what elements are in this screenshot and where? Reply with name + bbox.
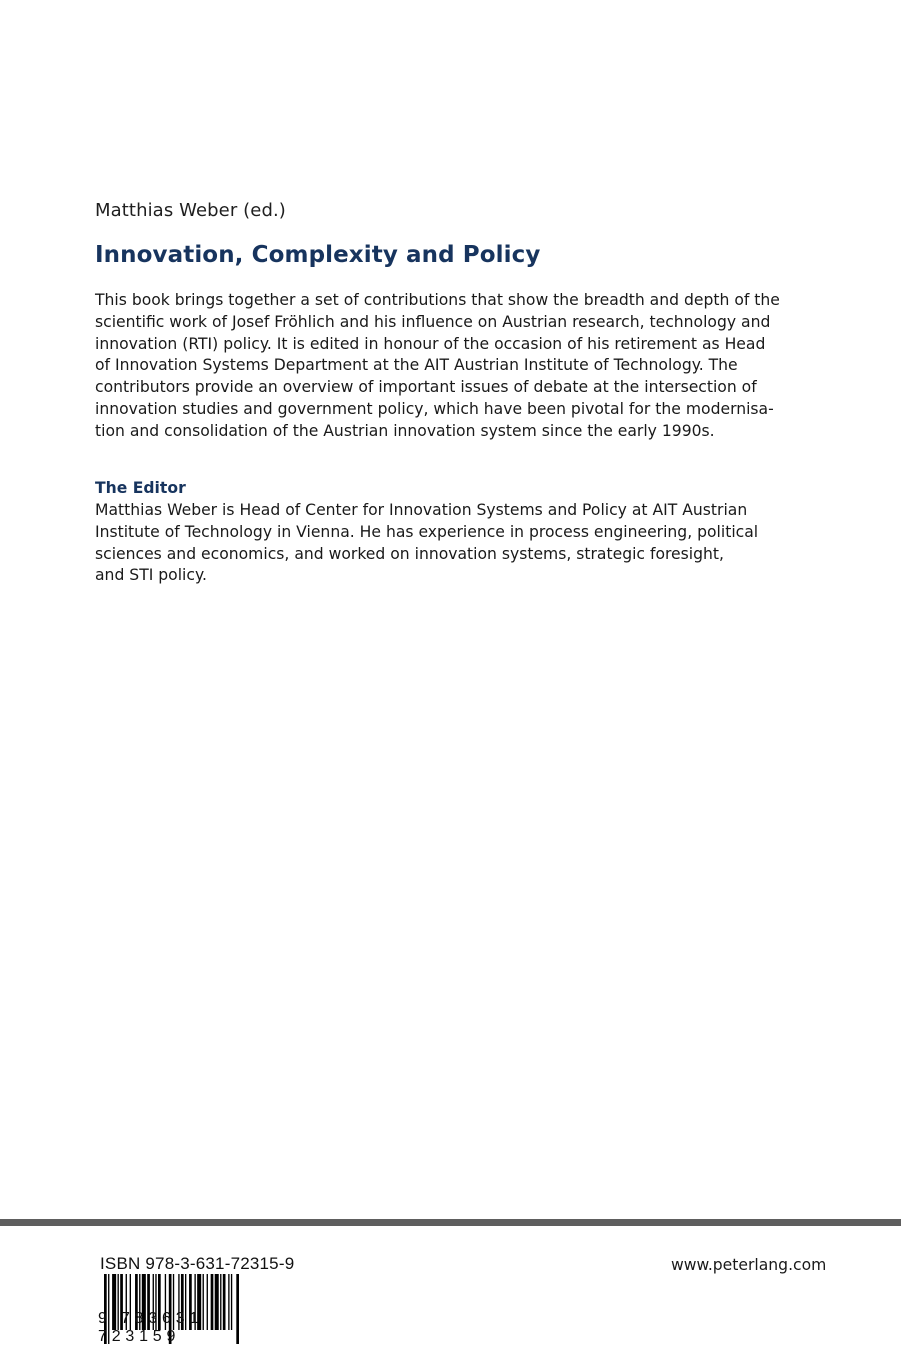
editor-heading: The Editor bbox=[95, 479, 186, 497]
description-line: This book brings together a set of contributions that show the breadth and depth of the bbox=[95, 291, 780, 309]
editor-bio-line: Matthias Weber is Head of Center for Innovation Systems and Policy at AIT Austrian bbox=[95, 501, 748, 519]
editor-bio-line: sciences and economics, and worked on innovation systems, strategic foresight, bbox=[95, 544, 724, 563]
editor-bio-line: Institute of Technology in Vienna. He has experience in process engineering, political bbox=[95, 522, 759, 541]
description-line: of Innovation Systems Department at the AIT Austrian Institute of Technology. The bbox=[95, 356, 738, 375]
isbn-label: ISBN 978-3-631-72315-9 bbox=[100, 1254, 295, 1273]
editor-bio-line: and STI policy. bbox=[95, 566, 207, 585]
description-line: contributors provide an overview of important issues of debate at the intersection of bbox=[95, 378, 757, 397]
book-description bbox=[95, 290, 780, 443]
publisher-website: www.peterlang.com bbox=[671, 1256, 827, 1274]
editor-name: Matthias Weber (ed.) bbox=[95, 200, 286, 221]
description-line: tion and consolidation of the Austrian innovation system since the early 1990s. bbox=[95, 421, 715, 440]
book-title: Innovation, Complexity and Policy bbox=[95, 242, 541, 268]
description-line: scientific work of Josef Fröhlich and his influence on Austrian research, technology and bbox=[95, 312, 771, 331]
footer-divider bbox=[0, 1219, 901, 1226]
barcode-digits: 9 783631 723159 bbox=[98, 1310, 204, 1345]
description-line: innovation studies and government policy, which have been pivotal for the modernisa- bbox=[95, 399, 774, 418]
description-line: innovation (RTI) policy. It is edited in honour of the occasion of his retirement as Head bbox=[95, 334, 766, 353]
editor-bio bbox=[95, 500, 759, 587]
